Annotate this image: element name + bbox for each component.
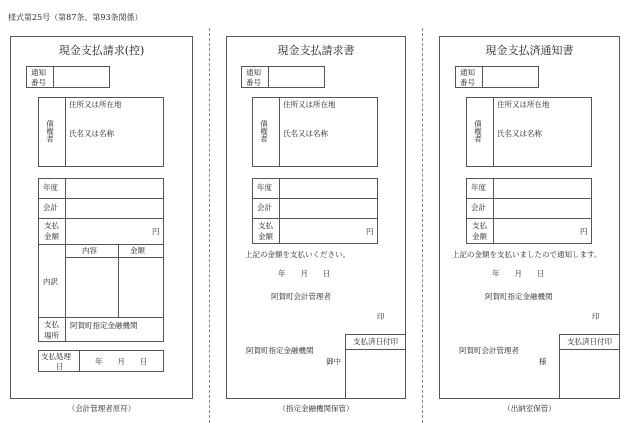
amount-column-header: 金額 <box>130 246 145 255</box>
notice-date: 年 月 日 <box>492 269 545 278</box>
name-label: 氏名又は名称 <box>283 129 328 138</box>
fiscal-year-label: 年度 <box>43 183 58 192</box>
amount-label: 金額 <box>472 232 487 241</box>
notice-label: 通知 <box>246 68 261 77</box>
amount-label: 金額 <box>44 232 59 241</box>
notice-label: 通知 <box>31 68 46 77</box>
fiscal-year-field[interactable] <box>66 179 163 197</box>
address-label: 住所又は所在地 <box>497 100 550 109</box>
content-column-header: 内容 <box>82 246 97 255</box>
creditor-field[interactable] <box>66 110 163 166</box>
amount-label: 金額 <box>258 232 273 241</box>
notice-label: 番号 <box>31 78 46 87</box>
process-date-label: 支払処理 <box>41 352 71 361</box>
panel-footer: （指定金融機関保管） <box>278 404 354 413</box>
amount-field[interactable] <box>494 219 578 243</box>
process-date-field[interactable] <box>80 351 163 371</box>
account-label: 会計 <box>471 203 486 212</box>
fiscal-year-label: 年度 <box>257 183 272 192</box>
request-date: 年 月 日 <box>278 269 331 278</box>
seal-mark: 印 <box>592 312 600 321</box>
account-label: 会計 <box>257 203 272 212</box>
panel-title: 現金支払請求(控) <box>58 44 145 57</box>
creditor-label: 債権者 <box>473 120 483 143</box>
breakdown-label: 内訳 <box>43 277 58 286</box>
notice-number-field[interactable] <box>54 67 109 87</box>
address-label: 住所又は所在地 <box>283 100 336 109</box>
name-label: 氏名又は名称 <box>69 129 114 138</box>
account-label: 会計 <box>43 203 58 212</box>
sender-name: 阿賀町指定金融機関 <box>485 292 553 301</box>
process-date-label: 日 <box>56 362 64 371</box>
amount-field[interactable] <box>280 219 364 243</box>
creditor-field[interactable] <box>280 110 377 166</box>
panel-title: 現金支払請求書 <box>277 44 355 57</box>
process-date-value: 年 月 日 <box>95 357 148 366</box>
yen-unit: 円 <box>366 227 374 236</box>
panel-footer: （会計管理者原符） <box>67 404 136 413</box>
stamp-label: 支払済日付印 <box>567 337 612 346</box>
breakdown-amount-field[interactable] <box>119 258 163 316</box>
payment-place-label: 支払 <box>44 320 59 329</box>
address-label: 住所又は所在地 <box>69 100 122 109</box>
recipient-honorific: 御中 <box>326 357 341 366</box>
breakdown-content-field[interactable] <box>66 258 117 316</box>
stamp-label: 支払済日付印 <box>353 337 398 346</box>
fiscal-year-field[interactable] <box>280 179 377 197</box>
account-field[interactable] <box>280 199 377 217</box>
creditor-label: 債権者 <box>259 120 269 143</box>
yen-unit: 円 <box>152 227 160 236</box>
fiscal-year-field[interactable] <box>494 179 591 197</box>
notice-statement: 上記の金額を支払いましたので通知します。 <box>452 250 602 259</box>
recipient-name: 阿賀町指定金融機関 <box>246 346 314 355</box>
recipient-name: 阿賀町会計管理者 <box>459 346 519 355</box>
payment-stamp-area[interactable] <box>560 350 619 398</box>
name-label: 氏名又は名称 <box>497 129 542 138</box>
payment-place-label: 場所 <box>44 331 59 340</box>
yen-unit: 円 <box>580 227 588 236</box>
form-label: 様式第25号（第87条、第93条関係） <box>8 13 143 22</box>
amount-label: 支払 <box>472 221 487 230</box>
panel-title: 現金支払済通知書 <box>485 44 574 57</box>
creditor-label: 債権者 <box>45 120 55 143</box>
notice-number-field[interactable] <box>483 67 538 87</box>
sender-name: 阿賀町会計管理者 <box>271 292 331 301</box>
amount-field[interactable] <box>66 219 150 243</box>
notice-label: 番号 <box>246 78 261 87</box>
notice-label: 番号 <box>460 78 475 87</box>
creditor-field[interactable] <box>494 110 591 166</box>
payment-place-value: 阿賀町指定金融機関 <box>70 321 138 330</box>
account-field[interactable] <box>494 199 591 217</box>
recipient-honorific: 様 <box>539 357 547 366</box>
cut-line-1 <box>209 28 210 423</box>
notice-label: 通知 <box>460 68 475 77</box>
request-statement: 上記の金額を支払いください。 <box>245 250 350 259</box>
amount-label: 支払 <box>44 221 59 230</box>
payment-stamp-area[interactable] <box>346 350 405 398</box>
account-field[interactable] <box>66 199 163 217</box>
cut-line-2 <box>422 28 423 423</box>
notice-number-field[interactable] <box>269 67 324 87</box>
amount-label: 支払 <box>258 221 273 230</box>
fiscal-year-label: 年度 <box>471 183 486 192</box>
seal-mark: 印 <box>377 312 385 321</box>
panel-footer: （出納室保管） <box>503 404 556 413</box>
